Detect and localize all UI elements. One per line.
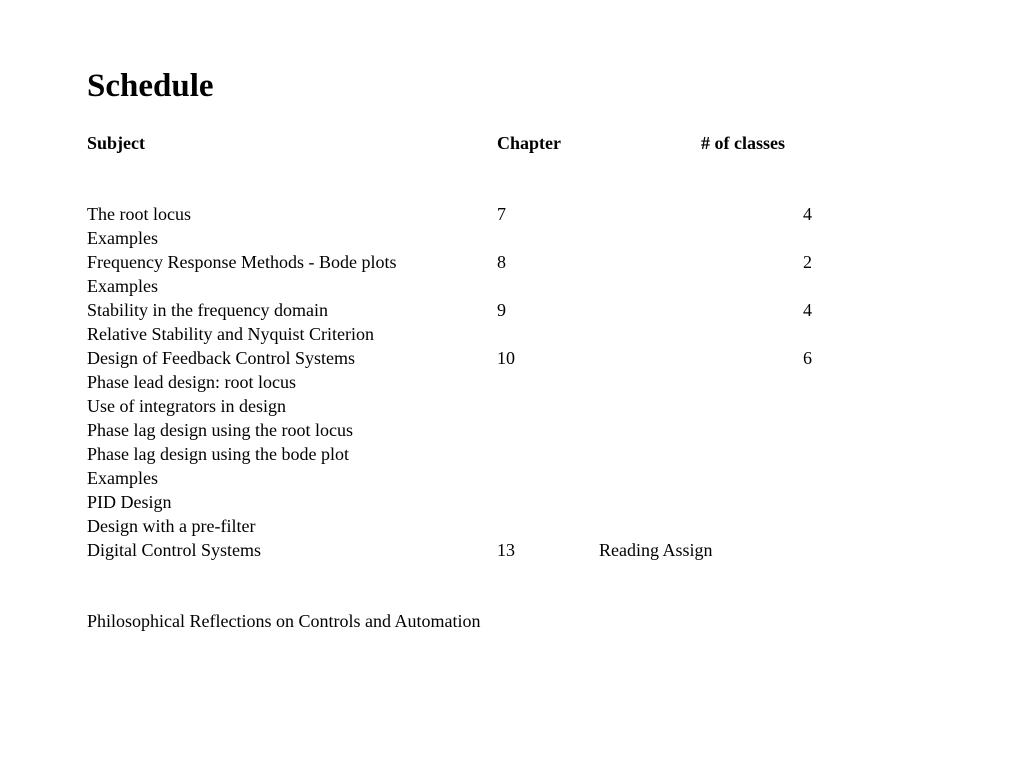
row-subject: Digital Control Systems [87,540,262,560]
row-subject: PID Design [87,492,172,512]
row-chapter: 9 [497,300,506,320]
schedule-row [0,202,1024,226]
schedule-row [0,322,1024,346]
schedule-rows [0,202,1024,562]
schedule-row [0,466,1024,490]
row-note: Reading Assign [599,540,713,560]
row-subject: Stability in the frequency domain [87,300,328,320]
page-title: Schedule [87,68,214,104]
row-classes: 2 [803,252,812,272]
schedule-row [0,442,1024,466]
row-classes: 4 [803,204,812,224]
row-subject: Examples [87,276,158,296]
header-chapter: Chapter [497,133,561,153]
closing-topic: Philosophical Reflections on Controls and Automation [87,611,481,631]
row-subject: Use of integrators in design [87,396,286,416]
schedule-row [0,298,1024,322]
header-classes: # of classes [701,133,785,153]
row-subject: Design with a pre-filter [87,516,256,536]
row-subject: Examples [87,228,158,248]
row-subject: Phase lag design using the root locus [87,420,353,440]
row-chapter: 13 [497,540,515,560]
row-subject: Phase lead design: root locus [87,372,296,392]
row-subject: Design of Feedback Control Systems [87,348,355,368]
schedule-row [0,274,1024,298]
row-subject: Phase lag design using the bode plot [87,444,349,464]
row-subject: The root locus [87,204,191,224]
row-subject: Examples [87,468,158,488]
row-chapter: 8 [497,252,506,272]
row-classes: 4 [803,300,812,320]
row-subject: Frequency Response Methods - Bode plots [87,252,397,272]
schedule-row [0,394,1024,418]
schedule-row [0,538,1024,562]
header-subject: Subject [87,133,145,153]
schedule-row [0,514,1024,538]
row-chapter: 7 [497,204,506,224]
schedule-row [0,346,1024,370]
schedule-row [0,370,1024,394]
row-classes: 6 [803,348,812,368]
schedule-row [0,418,1024,442]
row-subject: Relative Stability and Nyquist Criterion [87,324,374,344]
schedule-row [0,226,1024,250]
row-chapter: 10 [497,348,515,368]
schedule-row [0,490,1024,514]
schedule-row [0,250,1024,274]
